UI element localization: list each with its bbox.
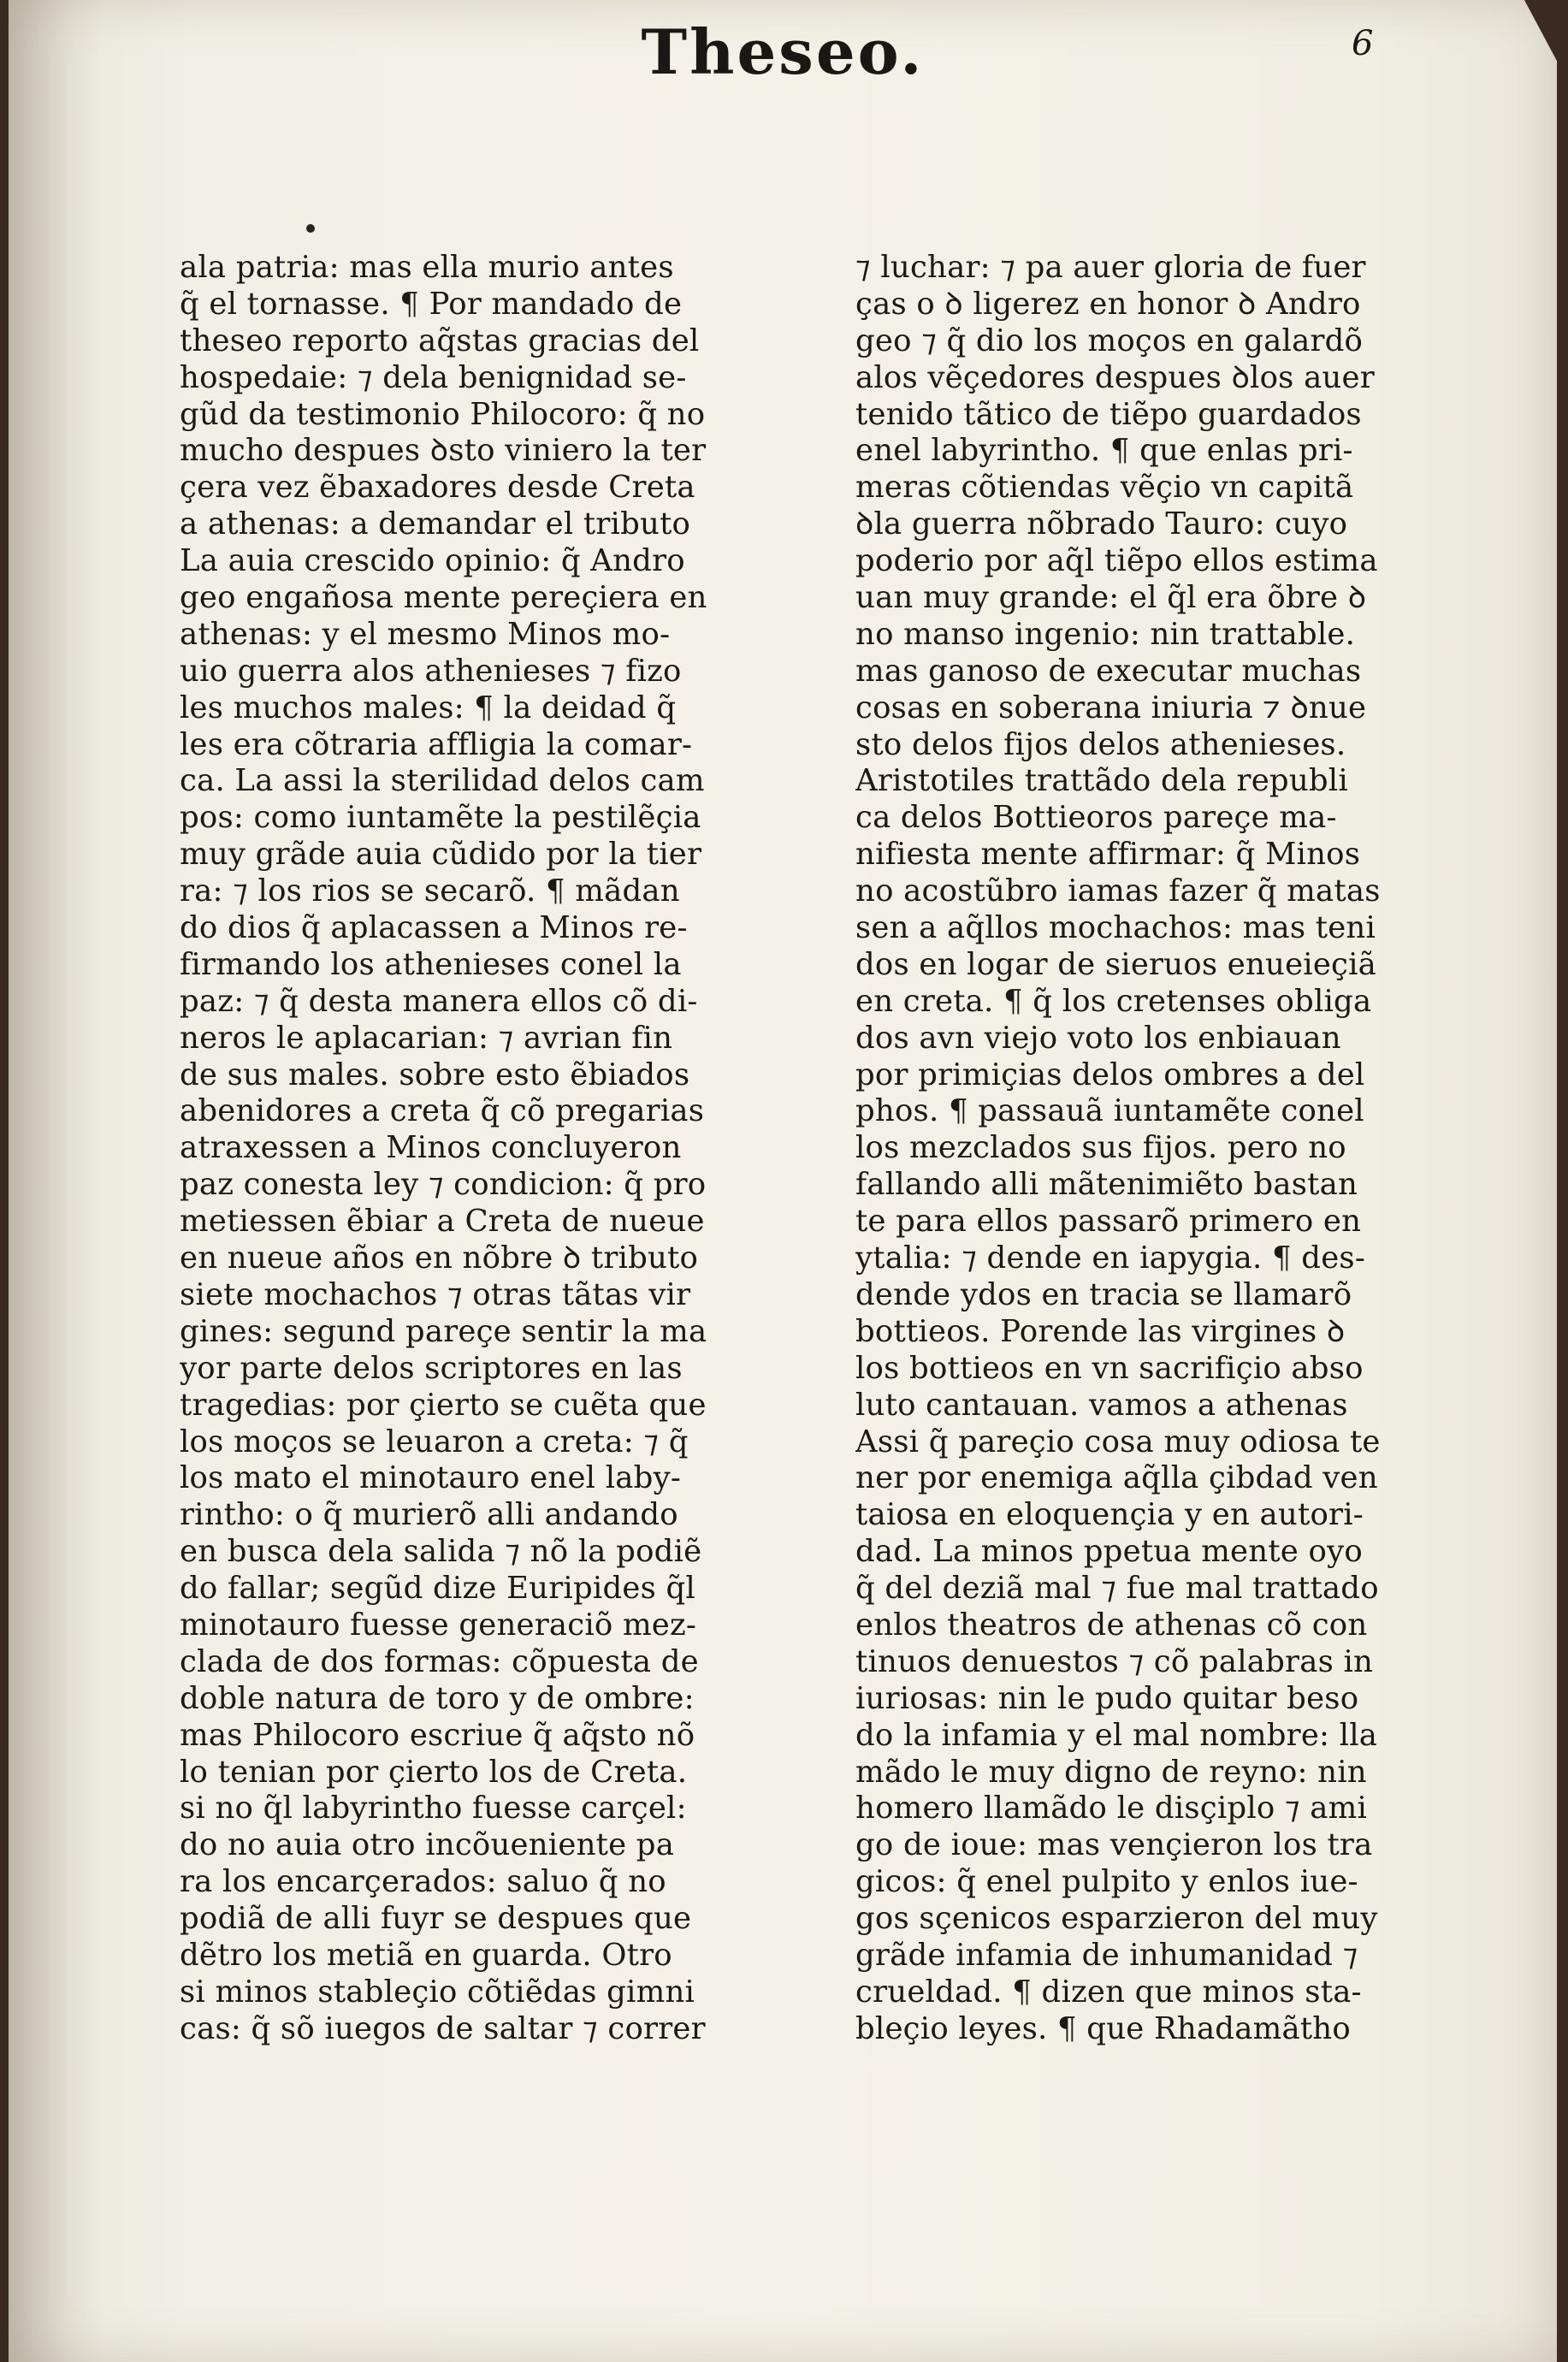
text-line: meras cõtiendas vẽçio vn capitã: [855, 470, 1354, 506]
text-line: lo tenian por çierto los de Creta.: [180, 1754, 688, 1790]
text-line: podiã de alli fuyr se despues que: [180, 1901, 692, 1937]
text-line: los mato el minotauro enel laby-: [180, 1460, 682, 1496]
text-line: yor parte delos scriptores en las: [180, 1350, 683, 1386]
text-line: paz: ⁊ q̃ desta manera ellos cõ di-: [180, 983, 698, 1019]
text-line: hospedaie: ⁊ dela benignidad se-: [180, 359, 687, 395]
text-line: los moços se leuaron a creta: ⁊ q̃: [180, 1424, 689, 1459]
text-line: do la infamia y el mal nombre: lla: [855, 1717, 1378, 1753]
text-line: dẽtro los metiã en guarda. Otro: [180, 1937, 672, 1973]
text-line: ra: ⁊ los rios se secarõ. ¶ mãdan: [180, 873, 680, 909]
text-line: si no q̃l labyrintho fuesse carçel:: [180, 1791, 687, 1826]
text-line: go de ioue: mas vençieron los tra: [855, 1827, 1373, 1863]
text-line: Aristotiles trattãdo dela republi: [855, 763, 1348, 799]
text-line: abenidores a creta q̃ cõ pregarias: [180, 1093, 705, 1129]
text-line: por primiçias delos ombres a del: [855, 1057, 1365, 1092]
text-line: en nueue años en nõbre ꝺ tributo: [180, 1240, 699, 1276]
ink-speck: [306, 224, 315, 233]
text-line: neros le aplacarian: ⁊ avrian fin: [180, 1020, 673, 1056]
text-line: tragedias: por çierto se cuẽta que: [180, 1387, 707, 1423]
text-line: dos avn viejo voto los enbiauan: [855, 1020, 1341, 1056]
text-line: si minos stableçio cõtiẽdas gimni: [180, 1974, 695, 2010]
text-line: do no auia otro incõueniente pa: [180, 1827, 675, 1863]
text-line: enel labyrintho. ¶ que enlas pri-: [855, 433, 1353, 469]
text-line: taiosa en eloquençia y en autori-: [855, 1497, 1364, 1533]
text-line: uan muy grande: el q̃l era õbre ꝺ: [855, 580, 1367, 616]
text-line: cas: q̃ sõ iuegos de saltar ⁊ correr: [180, 2010, 706, 2046]
text-line: enlos theatros de athenas cõ con: [855, 1607, 1368, 1643]
text-line: luto cantauan. vamos a athenas: [855, 1387, 1348, 1423]
text-line: en busca dela salida ⁊ nõ la podiẽ: [180, 1534, 702, 1570]
text-line: les era cõtraria affligia la comar-: [180, 726, 693, 762]
book-page: [9, 0, 1557, 2362]
text-line: gicos: q̃ enel pulpito y enlos iue-: [855, 1864, 1358, 1900]
folio-number: 6: [1352, 24, 1374, 63]
text-line: phos. ¶ passauã iuntamẽte conel: [855, 1093, 1364, 1129]
text-line: tinuos denuestos ⁊ cõ palabras in: [855, 1643, 1374, 1679]
text-line: ças o ꝺ ligerez en honor ꝺ Andro: [855, 286, 1361, 322]
text-line: dos en logar de sieruos enueieçiã: [855, 946, 1377, 982]
text-line: pos: como iuntamẽte la pestilẽçia: [180, 800, 701, 836]
text-line: crueldad. ¶ dizen que minos sta-: [855, 1974, 1362, 2010]
text-line: clada de dos formas: cõpuesta de: [180, 1643, 699, 1679]
text-line: sen a aq̃llos mochachos: mas teni: [855, 910, 1376, 946]
text-line: ca delos Bottieoros pareçe ma-: [855, 800, 1337, 836]
text-line: paz conesta ley ⁊ condicion: q̃ pro: [180, 1167, 707, 1203]
text-line: çera vez ẽbaxadores desde Creta: [180, 470, 695, 506]
text-line: dende ydos en tracia se llamarõ: [855, 1276, 1352, 1312]
text-line: atraxessen a Minos concluyeron: [180, 1130, 682, 1166]
text-line: ytalia: ⁊ dende en iapygia. ¶ des-: [855, 1240, 1366, 1276]
text-line: muy grãde auia cũdido por la tier: [180, 837, 702, 873]
text-line: uio guerra alos athenieses ⁊ fizo: [180, 653, 682, 689]
text-line: metiessen ẽbiar a Creta de nueue: [180, 1204, 705, 1240]
text-line: dad. La minos ppetua mente oyo: [855, 1534, 1363, 1570]
text-line: geo ⁊ q̃ dio los moços en galardõ: [855, 323, 1364, 358]
text-line: te para ellos passarõ primero en: [855, 1204, 1362, 1240]
text-line: gũd da testimonio Philocoro: q̃ no: [180, 396, 706, 432]
text-line: mas Philocoro escriue q̃ aq̃sto nõ: [180, 1717, 695, 1753]
text-line: los mezclados sus fijos. pero no: [855, 1130, 1346, 1166]
text-column-left: [180, 250, 727, 2048]
text-line: sto delos fijos delos athenieses.: [855, 726, 1346, 762]
text-line: nifiesta mente affirmar: q̃ Minos: [855, 837, 1361, 873]
text-line: ra los encarçerados: saluo q̃ no: [180, 1864, 666, 1900]
text-line: La auia crescido opinio: q̃ Andro: [180, 543, 685, 579]
text-line: do fallar; segũd dize Euripides q̃l: [180, 1571, 695, 1607]
text-line: alos vẽçedores despues ꝺlos auer: [855, 359, 1375, 395]
text-line: ca. La assi la sterilidad delos cam: [180, 763, 705, 799]
text-line: ⁊ luchar: ⁊ pa auer gloria de fuer: [855, 250, 1366, 285]
text-line: ala patria: mas ella murio antes: [180, 250, 674, 285]
text-line: fallando alli mãtenimiẽto bastan: [855, 1167, 1358, 1203]
text-line: grãde infamia de inhumanidad ⁊: [855, 1937, 1358, 1973]
text-line: gos sçenicos esparzieron del muy: [855, 1901, 1378, 1937]
text-line: Assi q̃ pareçio cosa muy odiosa te: [855, 1424, 1381, 1459]
text-line: gines: segund pareçe sentir la ma: [180, 1313, 707, 1349]
text-line: doble natura de toro y de ombre:: [180, 1680, 695, 1716]
text-line: bottieos. Porende las virgines ꝺ: [855, 1313, 1346, 1349]
text-line: no manso ingenio: nin trattable.: [855, 616, 1356, 652]
text-line: homero llamãdo le disçiplo ⁊ ami: [855, 1791, 1368, 1826]
text-line: les muchos males: ¶ la deidad q̃: [180, 690, 677, 725]
text-line: mãdo le muy digno de reyno: nin: [855, 1754, 1367, 1790]
text-column-right: [855, 250, 1403, 2048]
text-line: theseo reporto aq̃stas gracias del: [180, 323, 700, 358]
text-line: ner por enemiga aq̃lla çibdad ven: [855, 1460, 1378, 1496]
text-line: no acostũbro iamas fazer q̃ matas: [855, 873, 1381, 909]
text-line: mucho despues ꝺsto viniero la ter: [180, 433, 707, 469]
text-line: de sus males. sobre esto ẽbiados: [180, 1057, 690, 1092]
text-line: firmando los athenieses conel la: [180, 946, 682, 982]
text-line: minotauro fuesse generaciõ mez-: [180, 1607, 697, 1643]
text-line: do dios q̃ aplacassen a Minos re-: [180, 910, 688, 946]
text-line: siete mochachos ⁊ otras tãtas vir: [180, 1276, 691, 1312]
text-line: bleçio leyes. ¶ que Rhadamãtho: [855, 2010, 1351, 2046]
text-line: poderio por aq̃l tiẽpo ellos estima: [855, 543, 1378, 579]
text-line: rintho: o q̃ murierõ alli andando: [180, 1497, 678, 1533]
text-line: ꝺla guerra nõbrado Tauro: cuyo: [855, 506, 1348, 542]
text-line: athenas: y el mesmo Minos mo-: [180, 616, 671, 652]
text-line: mas ganoso de executar muchas: [855, 653, 1362, 689]
text-line: q̃ el tornasse. ¶ Por mandado de: [180, 286, 683, 322]
text-line: cosas en soberana iniuria ⁊ ꝺnue: [855, 690, 1367, 725]
text-line: geo engañosa mente pereçiera en: [180, 580, 707, 616]
text-line: los bottieos en vn sacrifiçio abso: [855, 1350, 1364, 1386]
text-line: tenido tãtico de tiẽpo guardados: [855, 396, 1362, 432]
text-line: a athenas: a demandar el tributo: [180, 506, 691, 542]
text-line: q̃ del deziã mal ⁊ fue mal trattado: [855, 1571, 1379, 1607]
running-title: Theseo.: [641, 15, 925, 88]
text-line: en creta. ¶ q̃ los cretenses obliga: [855, 983, 1372, 1019]
text-line: iuriosas: nin le pudo quitar beso: [855, 1680, 1359, 1716]
